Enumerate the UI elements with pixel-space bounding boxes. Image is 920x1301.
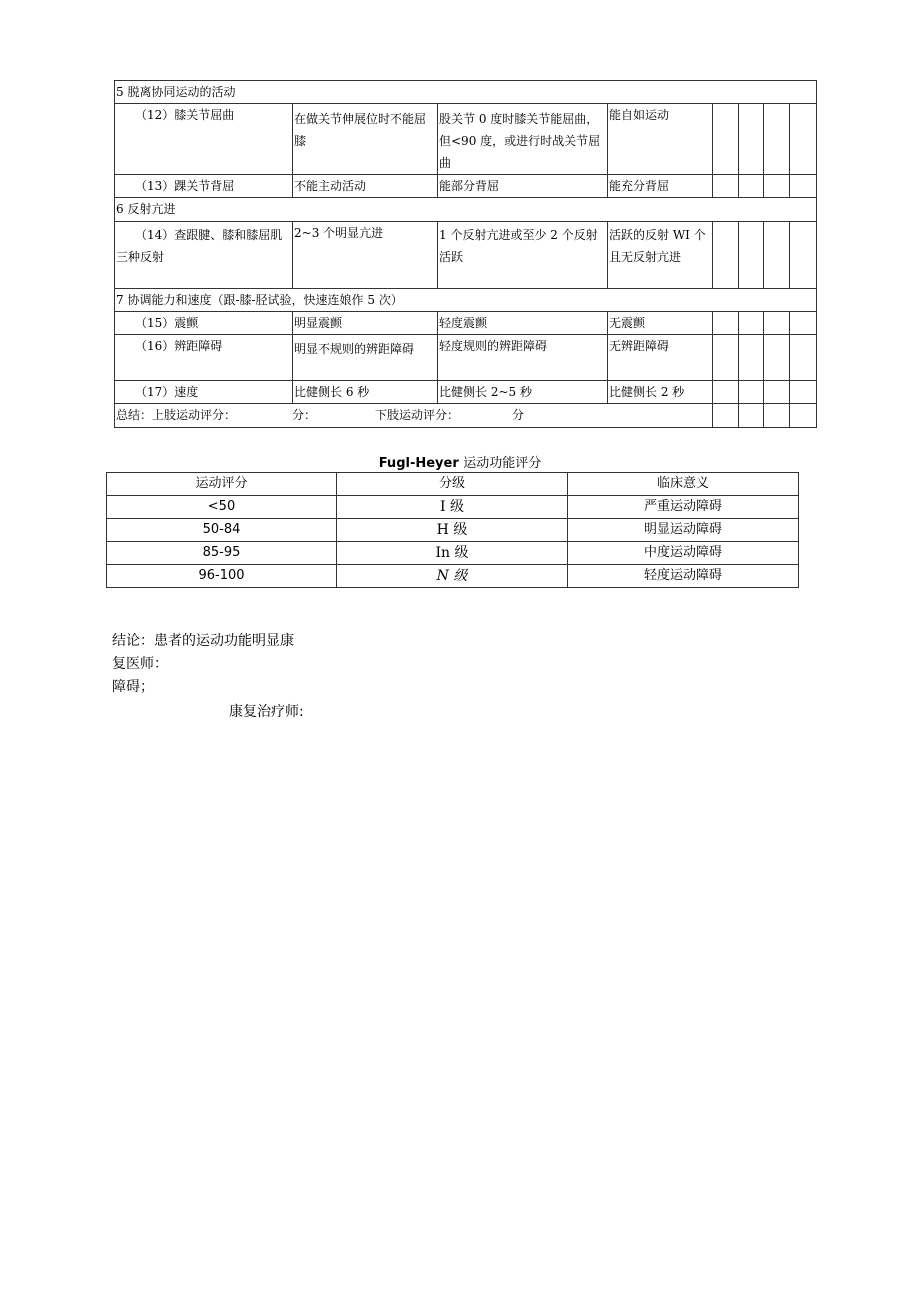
item-name: （17）速度 xyxy=(115,381,293,404)
score-cell xyxy=(713,381,739,404)
item-name: （12）膝关节屈曲 xyxy=(115,104,293,175)
grade: N 级 xyxy=(337,565,568,588)
score-cell xyxy=(713,335,739,381)
score-cell xyxy=(739,104,764,175)
criteria-2: 活跃的反射 WI 个且无反射亢进 xyxy=(608,222,713,289)
score-cell xyxy=(713,222,739,289)
score-cell xyxy=(713,104,739,175)
criteria-2: 能充分背屈 xyxy=(608,175,713,198)
section-row xyxy=(115,81,817,104)
table-row xyxy=(107,496,799,519)
criteria-1: 比健侧长 2~5 秒 xyxy=(438,381,608,404)
upper-limb-unit: 分： xyxy=(292,408,317,422)
score-range: 50-84 xyxy=(107,519,337,542)
score-cell xyxy=(739,312,764,335)
table-row xyxy=(107,542,799,565)
rehab-therapist-label: 康复治疗师: xyxy=(229,704,304,720)
score-cell xyxy=(739,335,764,381)
item-name: （13）踝关节背屈 xyxy=(115,175,293,198)
criteria-2: 无辨距障碍 xyxy=(608,335,713,381)
score-cell xyxy=(764,312,790,335)
score-cell xyxy=(764,104,790,175)
score-cell xyxy=(790,222,817,289)
criteria-2: 比健侧长 2 秒 xyxy=(608,381,713,404)
score-cell xyxy=(790,104,817,175)
summary-cell xyxy=(115,404,713,428)
summary-row xyxy=(115,404,817,428)
score-cell xyxy=(764,404,790,428)
conclusion-line: 障碍； xyxy=(112,679,154,695)
criteria-0: 在做关节伸展位时不能屈膝 xyxy=(293,104,438,175)
table-row xyxy=(115,104,817,175)
grade: H 级 xyxy=(337,519,568,542)
fm-title-rest: 运动功能评分 xyxy=(463,456,542,471)
section-title: 5 脱离协同运动的活动 xyxy=(115,81,817,104)
clinical-meaning: 中度运动障碍 xyxy=(568,542,799,565)
score-cell xyxy=(790,404,817,428)
score-cell xyxy=(764,175,790,198)
table-row xyxy=(115,335,817,381)
clinical-meaning: 严重运动障碍 xyxy=(568,496,799,519)
criteria-1: 1 个反射亢进或至少 2 个反射活跃 xyxy=(438,222,608,289)
score-cell xyxy=(713,175,739,198)
table-row xyxy=(115,175,817,198)
section-row xyxy=(115,198,817,222)
criteria-2: 能自如运动 xyxy=(608,104,713,175)
score-cell xyxy=(764,335,790,381)
table-row xyxy=(115,312,817,335)
score-cell xyxy=(739,404,764,428)
score-cell xyxy=(713,404,739,428)
rehab-physician-label: 复医师： xyxy=(112,656,168,672)
score-cell xyxy=(790,175,817,198)
conclusion-line: 结论：患者的运动功能明显康 xyxy=(112,633,294,649)
score-cell xyxy=(713,312,739,335)
clinical-meaning: 明显运动障碍 xyxy=(568,519,799,542)
criteria-2: 无震颤 xyxy=(608,312,713,335)
grade: I 级 xyxy=(337,496,568,519)
score-cell xyxy=(739,222,764,289)
score-range: 96-100 xyxy=(107,565,337,588)
item-name: （15）震颤 xyxy=(115,312,293,335)
lower-limb-unit: 分 xyxy=(512,408,525,422)
criteria-0: 不能主动活动 xyxy=(293,175,438,198)
header-score: 运动评分 xyxy=(107,473,337,496)
criteria-1: 股关节 0 度时膝关节能屈曲，但<90 度，或进行时战关节屈曲 xyxy=(438,104,608,175)
score-cell xyxy=(764,381,790,404)
lower-limb-label: 下肢运动评分： xyxy=(375,408,460,422)
item-name: （16）辨距障碍 xyxy=(115,335,293,381)
criteria-0: 明显震颤 xyxy=(293,312,438,335)
criteria-1: 轻度规则的辨距障碍 xyxy=(438,335,608,381)
table-row xyxy=(115,381,817,404)
item-name: （14）查跟腱、膝和膝屈肌三种反射 xyxy=(115,222,293,289)
criteria-0: 明显不规则的辨距障碍 xyxy=(293,335,438,381)
fm-table-title xyxy=(0,452,920,471)
criteria-1: 能部分背屈 xyxy=(438,175,608,198)
score-cell xyxy=(739,381,764,404)
section-row xyxy=(115,289,817,312)
table-row xyxy=(107,519,799,542)
table-row xyxy=(107,565,799,588)
grade: In 级 xyxy=(337,542,568,565)
criteria-1: 轻度震颤 xyxy=(438,312,608,335)
fm-classification-table xyxy=(106,472,799,588)
score-cell xyxy=(739,175,764,198)
criteria-0: 2~3 个明显亢进 xyxy=(293,222,438,289)
score-cell xyxy=(790,381,817,404)
section-title: 7 协调能力和速度（跟-膝-胫试验，快速连娘作 5 次） xyxy=(115,289,817,312)
section-title: 6 反射亢进 xyxy=(115,198,817,222)
criteria-0: 比健侧长 6 秒 xyxy=(293,381,438,404)
header-row xyxy=(107,473,799,496)
table-row xyxy=(115,222,817,289)
score-range: 85-95 xyxy=(107,542,337,565)
score-cell xyxy=(764,222,790,289)
score-cell xyxy=(790,312,817,335)
evaluation-table xyxy=(114,80,817,428)
fm-title-name: Fugl-Heyer xyxy=(378,456,459,471)
score-range: <50 xyxy=(107,496,337,519)
score-cell xyxy=(790,335,817,381)
header-meaning: 临床意义 xyxy=(568,473,799,496)
upper-limb-label: 总结：上肢运动评分： xyxy=(116,408,237,422)
clinical-meaning: 轻度运动障碍 xyxy=(568,565,799,588)
header-grade: 分级 xyxy=(337,473,568,496)
